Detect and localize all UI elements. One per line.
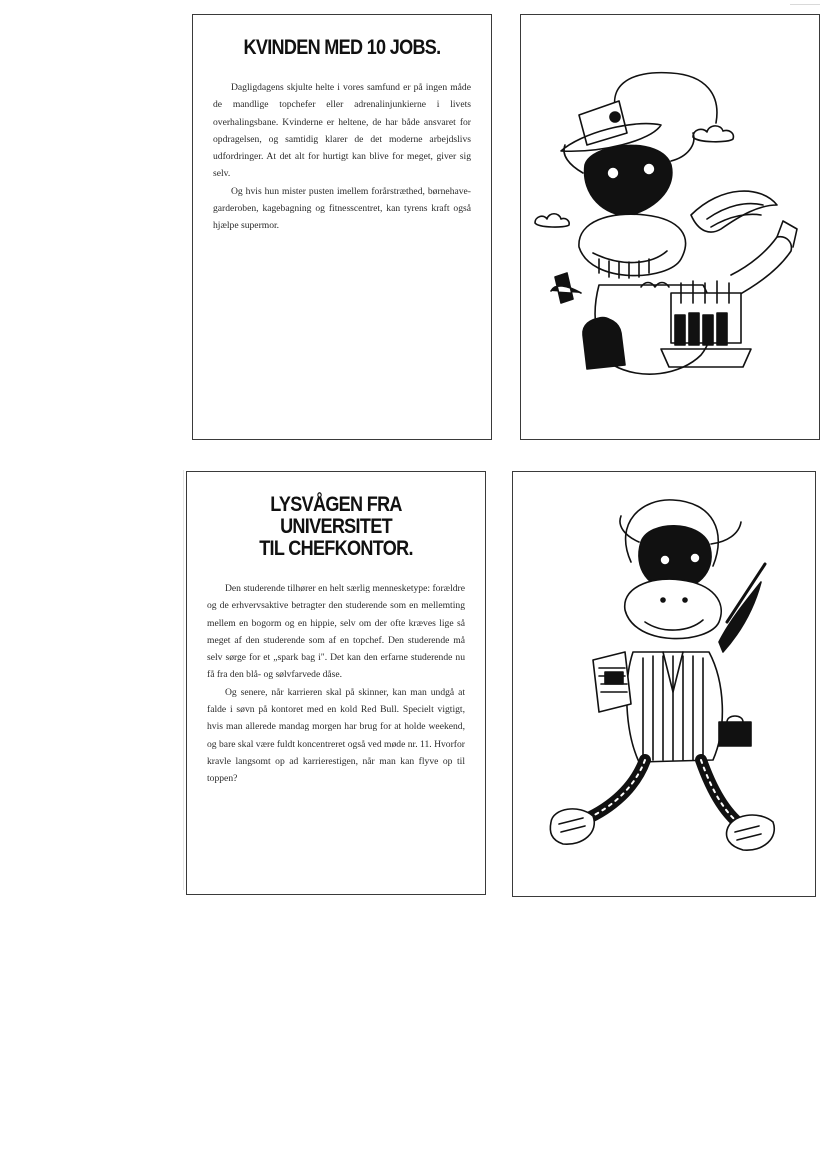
article-1-headline: KVINDEN MED 10 JOBS. bbox=[243, 36, 441, 59]
article-card-1 bbox=[192, 14, 492, 440]
bull-businessman-cartoon-icon bbox=[513, 472, 815, 896]
bull-supermom-cartoon-icon bbox=[521, 15, 819, 439]
article-1-paragraph: Dagligdagens skjulte helte i vores samfund er på ingen måde de mandlige topchefer eller adrenalinjunkierne i livets overhalingsbane. Kvinderne er heltene, de har både ansvaret for opdragelsen, og samtidig klarer de det moderne arbejdslivs udfordringer. At det alt for hurtigt kan blive for meget, giver sig selv. bbox=[213, 82, 471, 180]
article-2-paragraph: Og senere, når karrieren skal på skinner, kan man undgå at falde i søvn på kontoret med en kold Red Bull. Specielt vigtigt, hvis man allerede mandag morgen har brug for at holde weekend, og bare skal være fuldt koncentreret også ved møde nr. 11. Hvorfor kravle langsomt op ad karrierestigen, når man kan flyve op til toppen? bbox=[207, 686, 465, 785]
illustration-card-2 bbox=[512, 471, 816, 897]
scan-line-top bbox=[790, 4, 820, 5]
article-2-headline: LYSVÅGEN FRA UNIVERSITET TIL CHEFKONTOR. bbox=[259, 493, 413, 560]
scan-line-left bbox=[183, 470, 184, 890]
article-1-paragraph: Og hvis hun mister pusten imellem forårstræthed, børnehave-garderoben, kagebagning og fitnesscentret, kan tyrens kraft også hjælpe supermor. bbox=[213, 185, 471, 232]
article-card-2 bbox=[186, 471, 486, 895]
illustration-card-1 bbox=[520, 14, 820, 440]
article-2-paragraph: Den studerende tilhører en helt særlig mennesketype: forældre og de erhvervsaktive betragter den studerende som en mellemting mellem en bogorm og en hippie, selv om der ofte kræves lige så meget af den studerende som af en topchef. Den studerende må selv sørge for et „spark bag i". Det kan den erfarne studerende nu få fra den blå- og sølvfarvede dåse. bbox=[207, 583, 465, 681]
